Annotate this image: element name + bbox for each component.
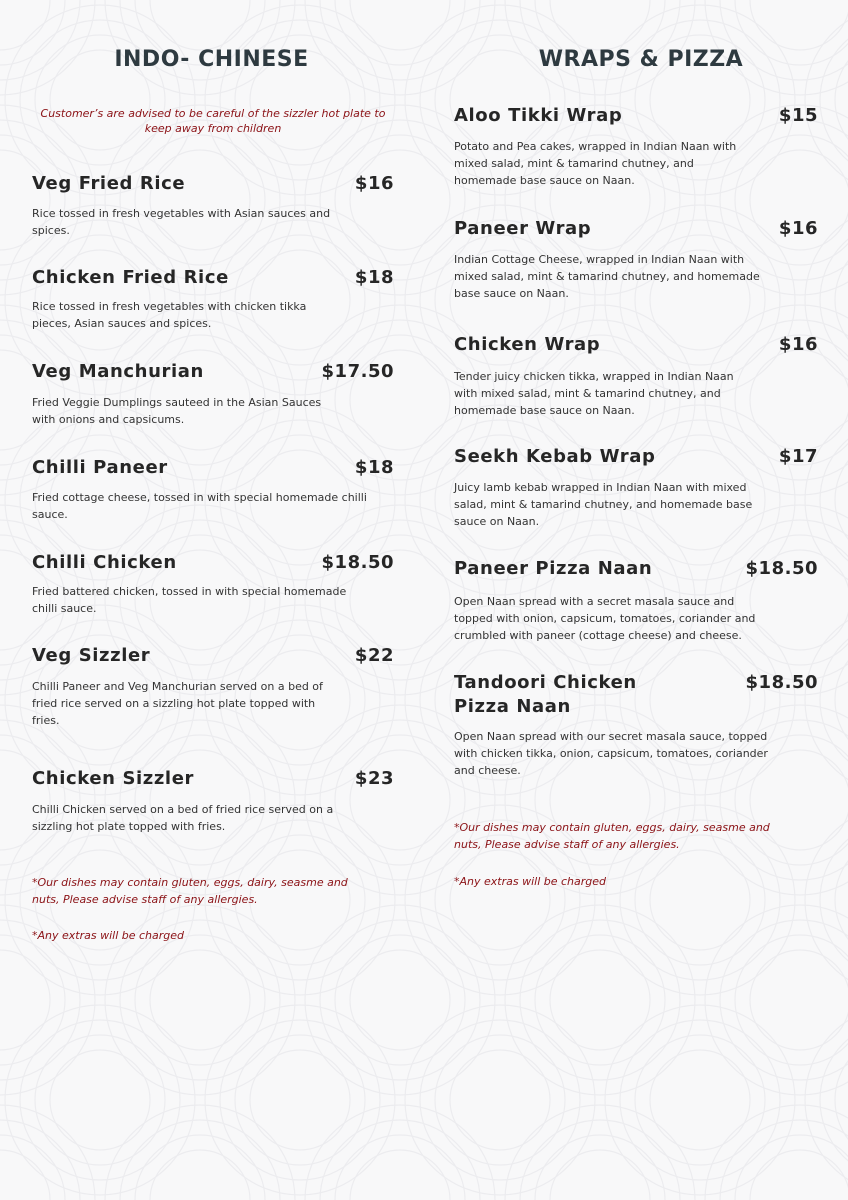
item-description: Fried cottage cheese, tossed in with special homemade chilli sauce.: [32, 491, 367, 521]
item-description: Fried battered chicken, tossed in with special homemade chilli sauce.: [32, 585, 347, 615]
item-price: $16: [354, 173, 394, 194]
item-price: $23: [354, 768, 394, 789]
item-price: $22: [354, 645, 394, 666]
menu-item: [454, 104, 818, 187]
item-description: Potato and Pea cakes, wrapped in Indian Naan with mixed salad, mint & tamarind chutney, and homemade base sauce on Naan.: [454, 140, 737, 187]
item-name: Tandoori Chicken Pizza Naan: [454, 672, 637, 717]
menu-item: [454, 445, 818, 528]
item-price: $16: [778, 218, 818, 239]
menu-item: [454, 557, 818, 642]
item-name: Veg Sizzler: [32, 645, 151, 666]
item-price: $17: [778, 446, 818, 467]
item-name: Paneer Pizza Naan: [454, 558, 653, 579]
item-name: Chilli Paneer: [32, 457, 168, 478]
item-name: Chicken Sizzler: [32, 768, 194, 789]
item-name: Seekh Kebab Wrap: [454, 446, 656, 467]
item-price: $18: [354, 457, 394, 478]
item-price: $17.50: [321, 361, 394, 382]
menu-item: [32, 360, 394, 426]
menu-item: [32, 266, 394, 330]
menu-item: [32, 456, 394, 521]
item-description: Chilli Paneer and Veg Manchurian served on a bed of fried rice served on a sizzling hot plate topped with fries.: [32, 680, 323, 727]
section-heading: WRAPS & PIZZA: [538, 47, 744, 72]
item-name: Veg Manchurian: [32, 361, 204, 382]
section-heading: INDO- CHINESE: [114, 47, 309, 72]
extras-notice: *Any extras will be charged: [454, 875, 607, 888]
item-price: $18.50: [745, 558, 818, 579]
item-name: Paneer Wrap: [454, 218, 592, 239]
menu-item: [454, 217, 818, 300]
item-name: Chilli Chicken: [32, 552, 177, 573]
item-description: Tender juicy chicken tikka, wrapped in Indian Naan with mixed salad, mint & tamarind chutney, and homemade base sauce on Naan.: [454, 370, 734, 417]
item-price: $18.50: [321, 552, 394, 573]
item-price: $18: [354, 267, 394, 288]
menu-item: [454, 671, 818, 777]
extras-notice: *Any extras will be charged: [32, 929, 185, 942]
allergy-notice: *Our dishes may contain gluten, eggs, dairy, seasme and nuts, Please advise staff of any allergies.: [454, 821, 770, 851]
item-description: Indian Cottage Cheese, wrapped in Indian Naan with mixed salad, mint & tamarind chutney, and homemade base sauce on Naan.: [454, 253, 760, 300]
item-description: Fried Veggie Dumplings sauteed in the Asian Sauces with onions and capsicums.: [32, 396, 322, 426]
item-description: Chilli Chicken served on a bed of fried rice served on a sizzling hot plate topped with fries.: [32, 803, 334, 833]
item-description: Open Naan spread with our secret masala sauce, topped with chicken tikka, onion, capsicum, tomatoes, coriander and cheese.: [454, 730, 768, 777]
item-price: $18.50: [745, 672, 818, 693]
item-name: Aloo Tikki Wrap: [454, 105, 623, 126]
menu-item: [454, 333, 818, 417]
item-name: Veg Fried Rice: [32, 173, 186, 194]
item-description: Juicy lamb kebab wrapped in Indian Naan with mixed salad, mint & tamarind chutney, and homemade base sauce on Naan.: [454, 481, 753, 528]
item-name: Chicken Fried Rice: [32, 267, 229, 288]
item-description: Open Naan spread with a secret masala sauce and topped with onion, capsicum, tomatoes, coriander and crumbled with paneer (cottage cheese) and cheese.: [454, 595, 756, 642]
menu-item: [32, 172, 394, 237]
menu-item: [32, 644, 394, 727]
item-price: $15: [778, 105, 818, 126]
item-description: Rice tossed in fresh vegetables with chicken tikka pieces, Asian sauces and spices.: [32, 300, 307, 330]
item-name: Chicken Wrap: [454, 334, 601, 355]
menu-item: [32, 767, 394, 833]
sizzler-notice: Customer’s are advised to be careful of the sizzler hot plate to keep away from children: [40, 107, 386, 135]
allergy-notice: *Our dishes may contain gluten, eggs, dairy, seasme and nuts, Please advise staff of any allergies.: [32, 876, 348, 906]
item-price: $16: [778, 334, 818, 355]
menu-item: [32, 551, 394, 615]
item-description: Rice tossed in fresh vegetables with Asian sauces and spices.: [32, 207, 331, 237]
